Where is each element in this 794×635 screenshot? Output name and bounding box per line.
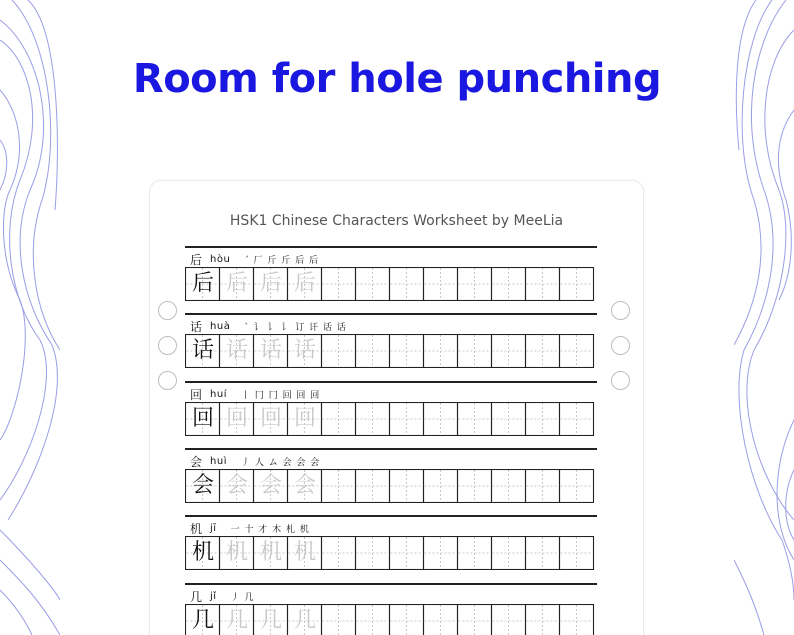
stroke-order: 一 十 才 木 札 机 [230, 524, 310, 535]
trace-character: 会 [259, 473, 282, 498]
pinyin-label: hòu [210, 253, 231, 265]
punch-hole-right-3 [611, 371, 630, 390]
character-label: 会 [190, 454, 203, 469]
trace-character: 话 [293, 338, 316, 363]
pinyin-label: huì [210, 455, 227, 467]
stroke-order: 丿 几 [230, 592, 255, 603]
row-divider [185, 583, 597, 585]
character-label: 回 [190, 387, 203, 402]
trace-character: 回 [225, 406, 248, 431]
trace-character: 后 [293, 271, 316, 296]
trace-character: 话 [225, 338, 248, 363]
character-label: 话 [190, 319, 203, 334]
row-header [190, 319, 347, 333]
trace-character: 会 [293, 473, 316, 498]
punch-hole-right-2 [611, 336, 630, 355]
row-divider [185, 313, 597, 315]
row-header [190, 521, 310, 535]
trace-character: 后 [259, 271, 282, 296]
row-divider [185, 246, 597, 248]
row-divider [185, 448, 597, 450]
character-label: 几 [190, 589, 203, 604]
row-header [190, 387, 320, 401]
row-header [190, 252, 319, 266]
worksheet-title: HSK1 Chinese Characters Worksheet by MeeLia [229, 213, 564, 229]
stroke-order: ˊ 厂 斤 斤 后 后 [244, 255, 320, 266]
headline: Room for hole punching [132, 56, 662, 102]
model-character: 回 [191, 406, 214, 431]
trace-character: 几 [293, 608, 316, 633]
pinyin-label: jī [210, 522, 217, 534]
stroke-order: 丨 冂 冂 回 回 回 [240, 390, 321, 401]
punch-hole-right-1 [611, 301, 630, 320]
trace-character: 回 [259, 406, 282, 431]
stroke-order: 丿 人 ム 会 会 会 [240, 457, 321, 468]
character-label: 机 [190, 521, 203, 536]
model-character: 几 [191, 608, 214, 633]
pinyin-label: huà [210, 320, 231, 332]
row-header [190, 589, 254, 603]
pinyin-label: jǐ [210, 590, 217, 602]
trace-character: 机 [259, 540, 282, 565]
punch-hole-left-2 [158, 336, 177, 355]
trace-character: 几 [225, 608, 248, 633]
trace-character: 机 [293, 540, 316, 565]
trace-character: 会 [225, 473, 248, 498]
trace-character: 回 [293, 406, 316, 431]
pinyin-label: huí [210, 388, 227, 400]
stroke-order: ˋ 讠 讠 讠 订 讦 话 话 [244, 322, 347, 333]
row-header [190, 454, 320, 468]
trace-character: 机 [225, 540, 248, 565]
model-character: 机 [191, 540, 214, 565]
trace-character: 几 [259, 608, 282, 633]
trace-character: 后 [225, 271, 248, 296]
character-label: 后 [190, 252, 203, 267]
model-character: 后 [191, 271, 214, 296]
model-character: 会 [191, 473, 214, 498]
row-divider [185, 381, 597, 383]
trace-character: 话 [259, 338, 282, 363]
model-character: 话 [191, 338, 214, 363]
punch-hole-left-1 [158, 301, 177, 320]
row-divider [185, 515, 597, 517]
punch-hole-left-3 [158, 371, 177, 390]
